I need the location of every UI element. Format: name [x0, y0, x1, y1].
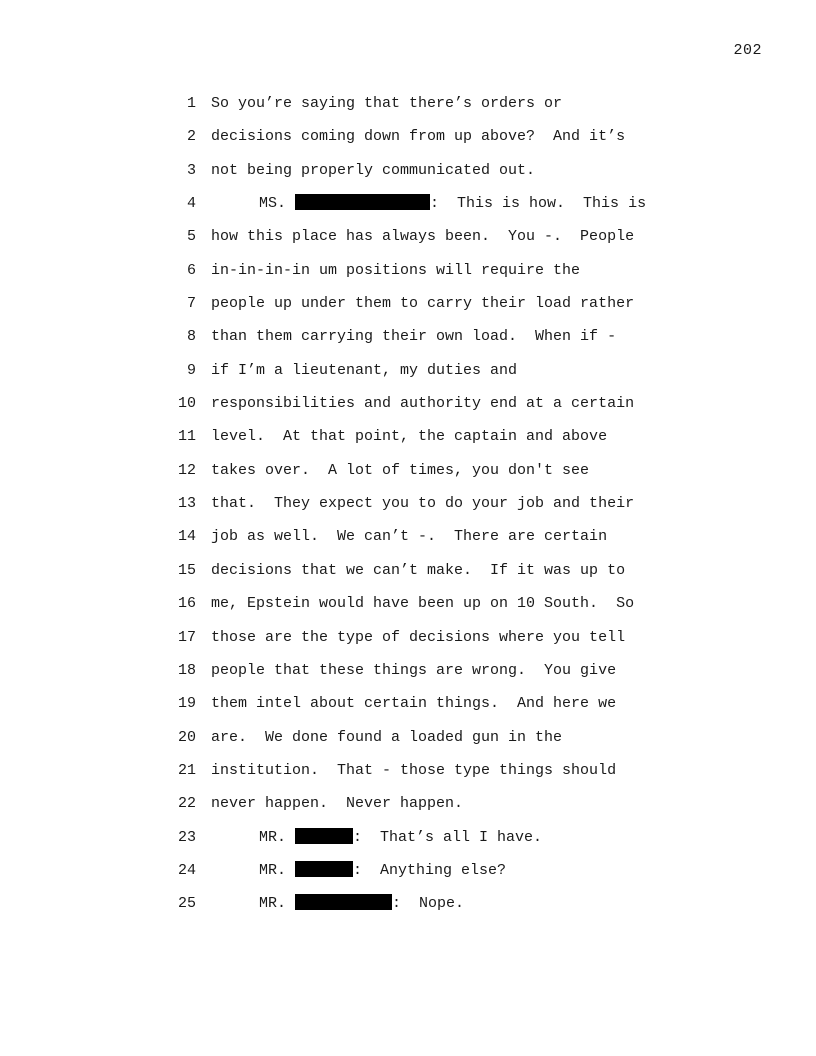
transcript-line-10 — [160, 387, 720, 420]
line-number: 6 — [186, 261, 196, 279]
transcript-line-22 — [160, 787, 720, 820]
transcript-line-19 — [160, 687, 720, 720]
line-text: So you’re saying that there’s orders or — [211, 95, 563, 112]
line-text: institution. That - those type things should — [211, 761, 617, 779]
transcript-line-11 — [160, 420, 720, 453]
line-number: 21 — [177, 761, 196, 779]
transcript-line-6 — [160, 254, 720, 287]
line-number: 23 — [177, 828, 196, 846]
line-number: 3 — [186, 161, 196, 179]
line-number: 18 — [177, 661, 196, 679]
speaker-title: MR. — [259, 861, 287, 879]
redaction-block — [295, 894, 392, 910]
line-number: 5 — [186, 228, 196, 246]
transcript-line-7 — [160, 287, 720, 320]
speaker-text: : Anything else? — [353, 861, 507, 879]
transcript-line-8 — [160, 320, 720, 353]
transcript-line-14 — [160, 520, 720, 553]
redaction-block — [295, 194, 430, 210]
transcript-line-13 — [160, 487, 720, 520]
speaker-title: MR. — [259, 895, 287, 913]
transcript-line-17 — [160, 621, 720, 654]
transcript-line-18 — [160, 654, 720, 687]
transcript-line-24 — [160, 854, 720, 887]
line-text: me, Epstein would have been up on 10 South. So — [211, 595, 635, 613]
speaker-line — [211, 854, 506, 887]
line-text: decisions coming down from up above? And it’s — [211, 128, 626, 146]
transcript-line-15 — [160, 554, 720, 587]
line-number: 17 — [177, 628, 196, 646]
transcript-line-4 — [160, 187, 720, 220]
redaction-block — [295, 861, 353, 877]
line-text: not being properly communicated out. — [211, 161, 536, 179]
transcript-body — [160, 87, 720, 921]
line-number: 25 — [177, 895, 196, 913]
line-text: are. We done found a loaded gun in the — [211, 728, 563, 746]
line-number: 8 — [186, 328, 196, 346]
line-text: in-in-in-in um positions will require the — [211, 261, 581, 279]
line-text: those are the type of decisions where you tell — [211, 628, 626, 646]
line-text: job as well. We can’t -. There are certain — [211, 528, 608, 546]
speaker-title: MS. — [259, 195, 287, 213]
transcript-line-12 — [160, 454, 720, 487]
line-number: 11 — [177, 428, 196, 446]
line-text: never happen. Never happen. — [211, 795, 464, 813]
line-number: 10 — [177, 395, 196, 413]
line-number: 1 — [186, 95, 196, 112]
transcript-line-16 — [160, 587, 720, 620]
speaker-line — [211, 821, 542, 854]
speaker-text: : That’s all I have. — [353, 828, 543, 846]
line-number: 4 — [186, 195, 196, 213]
line-text: how this place has always been. You -. People — [211, 228, 635, 246]
line-number: 19 — [177, 695, 196, 713]
line-number: 2 — [186, 128, 196, 146]
page-number: 202 — [733, 42, 762, 59]
line-text: people that these things are wrong. You give — [211, 661, 617, 679]
speaker-line — [211, 187, 646, 220]
transcript-line-1 — [160, 87, 720, 120]
transcript-line-20 — [160, 721, 720, 754]
line-text: that. They expect you to do your job and their — [211, 495, 635, 513]
transcript-line-5 — [160, 220, 720, 253]
line-text: than them carrying their own load. When if - — [211, 328, 617, 346]
line-number: 16 — [177, 595, 196, 613]
line-text: if I’m a lieutenant, my duties and — [211, 361, 518, 379]
line-number: 13 — [177, 495, 196, 513]
line-text: takes over. A lot of times, you don't see — [211, 461, 590, 479]
line-text: responsibilities and authority end at a certain — [211, 395, 635, 413]
transcript-line-23 — [160, 821, 720, 854]
line-number: 12 — [177, 461, 196, 479]
speaker-line — [211, 887, 464, 920]
transcript-line-3 — [160, 154, 720, 187]
line-number: 15 — [177, 561, 196, 579]
speaker-text: : This is how. This is — [430, 195, 647, 213]
line-number: 24 — [177, 861, 196, 879]
speaker-text: : Nope. — [392, 895, 465, 913]
transcript-line-21 — [160, 754, 720, 787]
transcript-line-9 — [160, 354, 720, 387]
line-number: 22 — [177, 795, 196, 813]
line-text: level. At that point, the captain and above — [211, 428, 608, 446]
line-number: 9 — [186, 361, 196, 379]
line-number: 14 — [177, 528, 196, 546]
line-text: people up under them to carry their load rather — [211, 295, 635, 313]
line-number: 20 — [177, 728, 196, 746]
transcript-line-2 — [160, 120, 720, 153]
line-text: them intel about certain things. And here we — [211, 695, 617, 713]
redaction-block — [295, 828, 353, 844]
line-number: 7 — [186, 295, 196, 313]
line-text: decisions that we can’t make. If it was up to — [211, 561, 626, 579]
transcript-line-25 — [160, 887, 720, 920]
speaker-title: MR. — [259, 828, 287, 846]
